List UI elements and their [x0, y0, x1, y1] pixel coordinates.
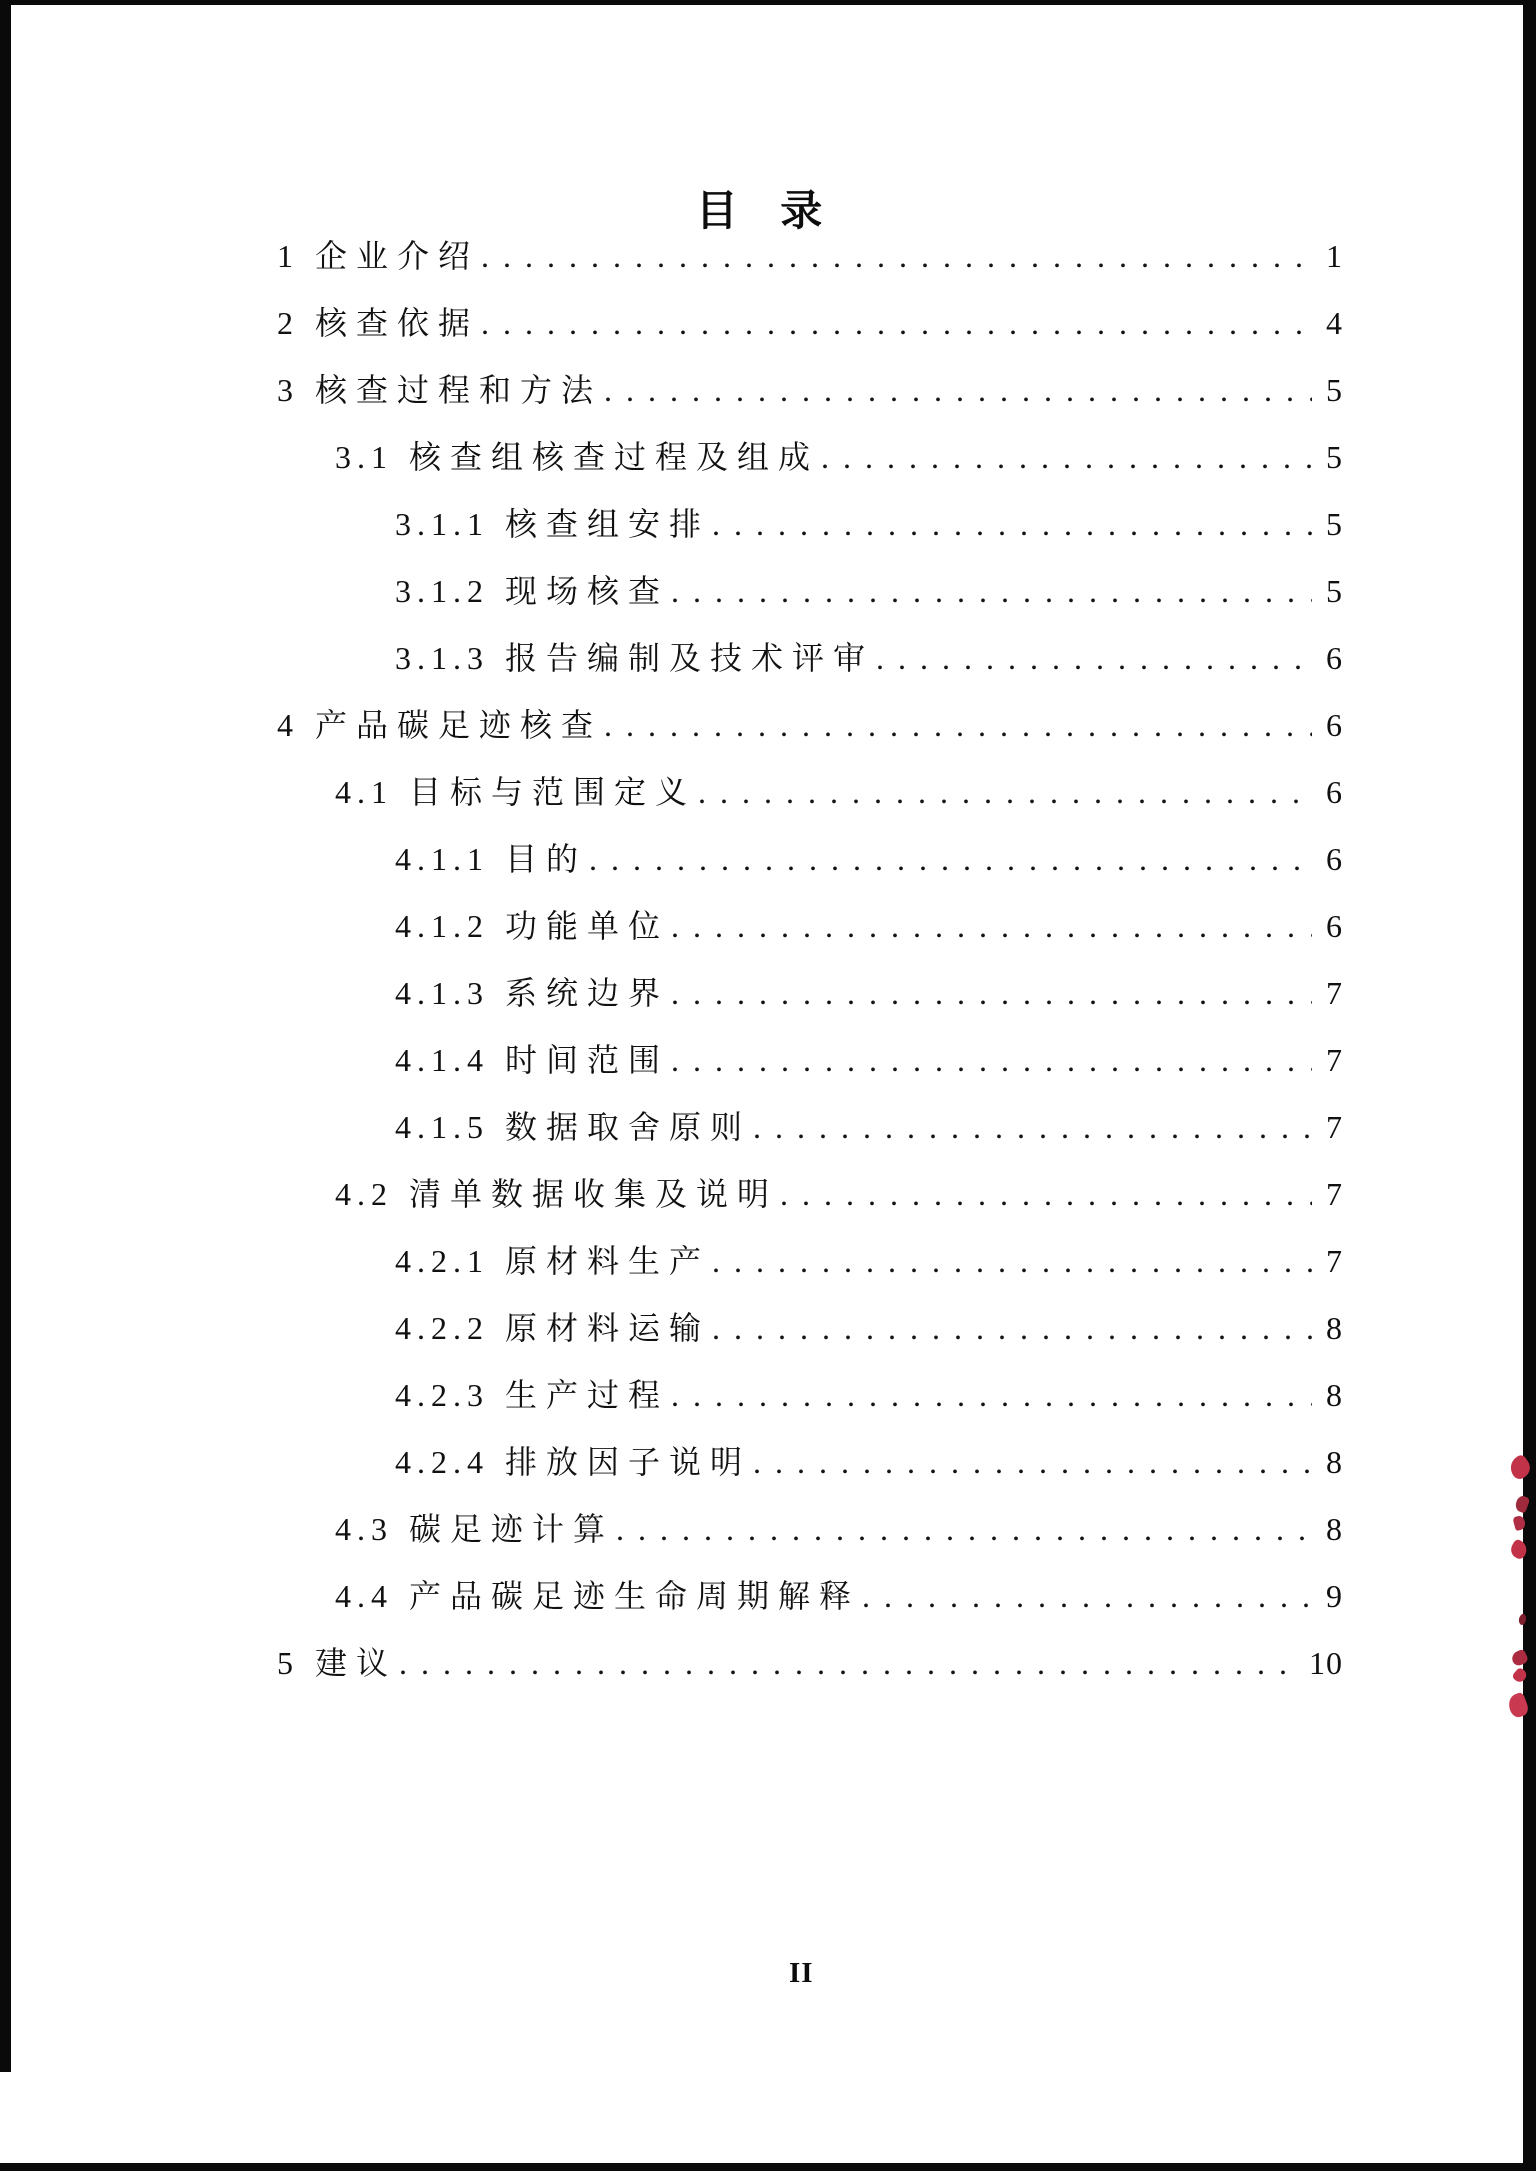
toc-entry-label: 核查过程和方法 [315, 372, 603, 408]
toc-entry-number: 4.3 [335, 1511, 393, 1547]
toc-entry [277, 223, 1343, 290]
toc-leader-dots [821, 424, 1312, 491]
toc-leader-dots [862, 1563, 1312, 1630]
toc-entry-number: 3.1 [335, 439, 393, 475]
toc-leader-dots [604, 357, 1312, 424]
toc-entry-label: 产品碳足迹生命周期解释 [409, 1578, 861, 1614]
toc-entry-number: 5 [277, 1645, 299, 1681]
scan-edge-bottom [0, 2163, 1536, 2171]
toc-leader-dots [481, 223, 1312, 290]
toc-entry-label: 现场核查 [505, 573, 670, 609]
toc-entry [277, 692, 1343, 759]
toc-entry [277, 424, 1343, 491]
toc-entry-label: 排放因子说明 [505, 1444, 752, 1480]
toc-leader-dots [604, 692, 1312, 759]
toc-entry-number: 4.1.2 [395, 908, 489, 944]
toc-list [277, 223, 1343, 1697]
toc-entry-page: 7 [1326, 1042, 1343, 1078]
toc-entry-label: 系统边界 [505, 975, 670, 1011]
toc-entry-label: 碳足迹计算 [409, 1511, 615, 1547]
toc-entry-label: 原材料生产 [505, 1243, 711, 1279]
toc-entry [277, 893, 1343, 960]
toc-entry [277, 826, 1343, 893]
toc-leader-dots [671, 1362, 1312, 1429]
toc-entry-page: 6 [1326, 640, 1343, 676]
toc-entry-page: 7 [1326, 1243, 1343, 1279]
toc-entry-number: 3.1.3 [395, 640, 489, 676]
toc-entry-page: 5 [1326, 372, 1343, 408]
toc-entry-label: 企业介绍 [315, 238, 480, 274]
toc-entry-number: 4.1.1 [395, 841, 489, 877]
toc-entry-number: 4.2.4 [395, 1444, 489, 1480]
toc-entry-page: 5 [1326, 573, 1343, 609]
toc-leader-dots [753, 1094, 1312, 1161]
toc-entry-page: 7 [1326, 1176, 1343, 1212]
toc-entry [277, 1630, 1343, 1697]
toc-entry-page: 8 [1326, 1310, 1343, 1346]
toc-entry-number: 4.2.2 [395, 1310, 489, 1346]
toc-entry-page: 8 [1326, 1511, 1343, 1547]
scan-edge-right [1523, 0, 1536, 2171]
toc-entry-label: 产品碳足迹核查 [315, 707, 603, 743]
toc-leader-dots [876, 625, 1312, 692]
toc-entry-number: 4.4 [335, 1578, 393, 1614]
toc-entry [277, 1228, 1343, 1295]
toc-leader-dots [671, 1027, 1312, 1094]
toc-entry-number: 4.1.4 [395, 1042, 489, 1078]
toc-entry [277, 960, 1343, 1027]
toc-entry-label: 核查依据 [315, 305, 480, 341]
toc-entry [277, 357, 1343, 424]
toc-entry-label: 清单数据收集及说明 [409, 1176, 779, 1212]
toc-entry-number: 3.1.1 [395, 506, 489, 542]
toc-entry-number: 4 [277, 707, 299, 743]
toc-entry-number: 4.2 [335, 1176, 393, 1212]
toc-entry [277, 1295, 1343, 1362]
toc-leader-dots [698, 759, 1312, 826]
toc-entry-page: 7 [1326, 975, 1343, 1011]
toc-entry-label: 生产过程 [505, 1377, 670, 1413]
toc-leader-dots [589, 826, 1312, 893]
toc-entry [277, 1362, 1343, 1429]
toc-leader-dots [780, 1161, 1312, 1228]
toc-leader-dots [712, 1295, 1312, 1362]
toc-entry-number: 4.2.3 [395, 1377, 489, 1413]
toc-leader-dots [712, 1228, 1312, 1295]
page-title: 目 录 [695, 189, 839, 235]
toc-entry [277, 290, 1343, 357]
toc-leader-dots [671, 960, 1312, 1027]
toc-leader-dots [671, 558, 1312, 625]
toc-entry [277, 1429, 1343, 1496]
toc-entry-label: 目的 [505, 841, 588, 877]
toc-entry-page: 8 [1326, 1377, 1343, 1413]
toc-entry-number: 4.2.1 [395, 1243, 489, 1279]
toc-leader-dots [753, 1429, 1312, 1496]
toc-entry-page: 6 [1326, 908, 1343, 944]
toc-entry [277, 625, 1343, 692]
toc-entry-label: 核查组核查过程及组成 [409, 439, 820, 475]
toc-entry-number: 4.1 [335, 774, 393, 810]
toc-entry-page: 6 [1326, 707, 1343, 743]
toc-entry-number: 4.1.3 [395, 975, 489, 1011]
toc-entry [277, 1161, 1343, 1228]
toc-leader-dots [616, 1496, 1312, 1563]
toc-entry-number: 3.1.2 [395, 573, 489, 609]
toc-entry-number: 2 [277, 305, 299, 341]
toc-entry-page: 5 [1326, 506, 1343, 542]
toc-entry-number: 4.1.5 [395, 1109, 489, 1145]
toc-entry-page: 1 [1326, 238, 1343, 274]
toc-entry [277, 1027, 1343, 1094]
toc-entry-label: 目标与范围定义 [409, 774, 697, 810]
toc-entry-page: 6 [1326, 841, 1343, 877]
toc-entry [277, 1496, 1343, 1563]
toc-entry-number: 3 [277, 372, 299, 408]
scan-edge-left [0, 0, 11, 2072]
toc-entry-page: 4 [1326, 305, 1343, 341]
toc-entry-page: 5 [1326, 439, 1343, 475]
toc-leader-dots [712, 491, 1312, 558]
scan-edge-top [0, 0, 1536, 5]
toc-entry-page: 9 [1326, 1578, 1343, 1614]
page-footer-number: II [789, 1957, 814, 1989]
toc-entry-label: 时间范围 [505, 1042, 670, 1078]
toc-entry [277, 491, 1343, 558]
toc-entry [277, 1563, 1343, 1630]
toc-entry-label: 建议 [315, 1645, 398, 1681]
toc-entry [277, 1094, 1343, 1161]
toc-entry-label: 数据取舍原则 [505, 1109, 752, 1145]
toc-entry-label: 原材料运输 [505, 1310, 711, 1346]
toc-leader-dots [399, 1630, 1295, 1697]
toc-leader-dots [481, 290, 1312, 357]
toc-entry [277, 759, 1343, 826]
toc-entry-label: 核查组安排 [505, 506, 711, 542]
toc-entry [277, 558, 1343, 625]
toc-entry-page: 8 [1326, 1444, 1343, 1480]
toc-entry-page: 7 [1326, 1109, 1343, 1145]
toc-entry-page: 10 [1309, 1645, 1343, 1681]
toc-leader-dots [671, 893, 1312, 960]
toc-entry-label: 报告编制及技术评审 [505, 640, 875, 676]
toc-entry-number: 1 [277, 238, 299, 274]
toc-entry-label: 功能单位 [505, 908, 670, 944]
toc-entry-page: 6 [1326, 774, 1343, 810]
